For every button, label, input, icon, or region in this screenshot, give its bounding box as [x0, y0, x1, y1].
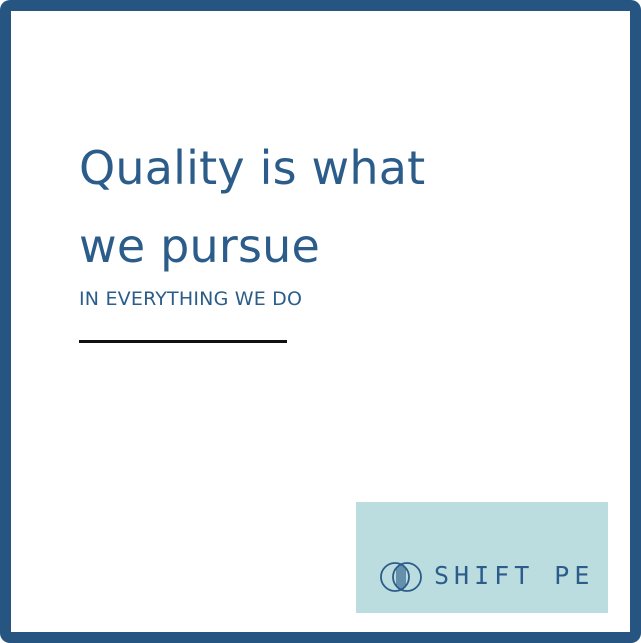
- overlapping-circles-icon: [378, 560, 424, 598]
- brand-logo-box: [356, 502, 608, 613]
- brand-name: SHIFT PE: [434, 561, 595, 590]
- divider-rule: [79, 340, 287, 343]
- subheadline: IN EVERYTHING WE DO: [79, 288, 303, 310]
- headline: [79, 129, 559, 285]
- headline-line-2: we pursue: [79, 219, 321, 273]
- headline-line-1: Quality is what: [79, 141, 426, 195]
